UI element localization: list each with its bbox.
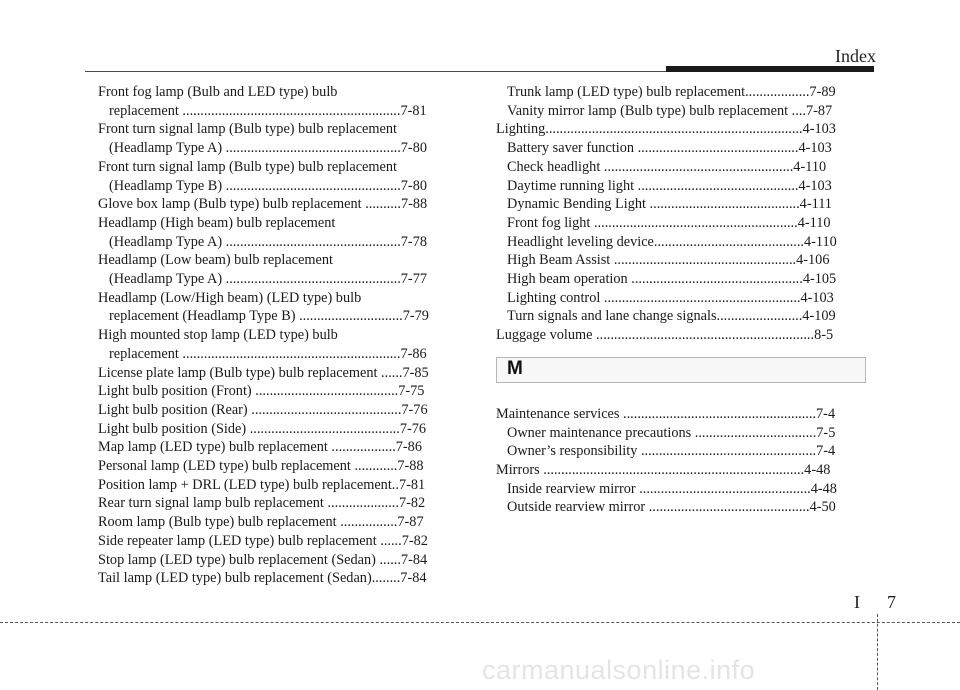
index-list-right-top	[496, 83, 866, 345]
index-entry: (Headlamp Type A) .................................................7-78	[109, 233, 427, 250]
index-entry: Position lamp + DRL (LED type) bulb replacement..7-81	[98, 476, 426, 493]
index-entry: Front turn signal lamp (Bulb type) bulb replacement	[98, 121, 397, 138]
index-entry: Check headlight .....................................................4-110	[507, 158, 827, 175]
index-entry: Light bulb position (Front) ........................................7-75	[98, 383, 425, 400]
index-entry: Trunk lamp (LED type) bulb replacement..................7-89	[507, 84, 836, 100]
index-entry: Turn signals and lane change signals........................4-109	[507, 308, 836, 325]
footer-section-letter: I	[854, 592, 860, 612]
index-entry: Headlamp (High beam) bulb replacement	[98, 214, 336, 231]
index-entry: (Headlamp Type B) .................................................7-80	[109, 177, 427, 194]
index-entry: (Headlamp Type A) .................................................7-80	[109, 140, 427, 157]
index-entry: Tail lamp (LED type) bulb replacement (Sedan)........7-84	[98, 570, 427, 587]
index-entry: Glove box lamp (Bulb type) bulb replacement ..........7-88	[98, 196, 428, 213]
index-column-left	[98, 83, 464, 588]
index-entry: Headlamp (Low beam) bulb replacement	[98, 252, 334, 269]
watermark-text: carmanualsonline.info	[482, 655, 756, 685]
header-accent-bar	[666, 66, 874, 72]
index-entry: Light bulb position (Side) ..........................................7-76	[98, 420, 427, 437]
index-entry: Owner maintenance precautions ..................................7-5	[507, 424, 836, 441]
index-entry: Front fog light .........................................................4-110	[507, 214, 831, 231]
index-entry: License plate lamp (Bulb type) bulb replacement ......7-85	[98, 364, 429, 381]
index-entry: Daytime running light .............................................4-103	[507, 177, 832, 194]
section-letter: M	[507, 358, 523, 380]
footer-dashed-divider	[877, 614, 878, 690]
index-entry: replacement .............................................................7-81	[109, 102, 427, 119]
footer-dashed-rule	[0, 622, 960, 623]
index-entry: Personal lamp (LED type) bulb replacement ............7-88	[98, 458, 424, 475]
index-entry: Side repeater lamp (LED type) bulb replacement ......7-82	[98, 532, 428, 549]
index-entry: High beam operation ................................................4-105	[507, 271, 837, 288]
index-entry: Lighting........................................................................4-103	[496, 121, 836, 138]
index-entry: (Headlamp Type A) .................................................7-77	[109, 271, 427, 288]
index-entry: Headlamp (Low/High beam) (LED type) bulb	[98, 289, 362, 306]
index-entry: Battery saver function .............................................4-103	[507, 140, 832, 157]
index-entry: Dynamic Bending Light ..........................................4-111	[507, 196, 832, 213]
index-entry: Rear turn signal lamp bulb replacement ....................7-82	[98, 495, 426, 512]
page-number: 7	[887, 592, 896, 612]
index-column-right	[496, 83, 866, 517]
index-list-right-bottom	[496, 405, 866, 517]
index-entry: Owner’s responsibility .................................................7-4	[507, 443, 836, 460]
index-entry: Room lamp (Bulb type) bulb replacement ................7-87	[98, 514, 424, 531]
index-entry: Inside rearview mirror ................................................4-48	[507, 480, 837, 497]
index-entry: Headlight leveling device..........................................4-110	[507, 233, 837, 250]
index-entry: Stop lamp (LED type) bulb replacement (Sedan) ......7-84	[98, 551, 428, 568]
index-entry: Luggage volume .............................................................8-5	[496, 327, 834, 344]
index-entry: High Beam Assist ...................................................4-106	[507, 252, 830, 269]
index-entry: Mirrors .........................................................................4-48	[496, 461, 831, 478]
index-entry: replacement .............................................................7-86	[109, 345, 427, 362]
index-entry: Front fog lamp (Bulb and LED type) bulb	[98, 84, 338, 100]
index-entry: Light bulb position (Rear) ..........................................7-76	[98, 401, 428, 418]
page-title: Index	[835, 46, 876, 66]
index-entry: replacement (Headlamp Type B) .............................7-79	[109, 308, 429, 325]
index-entry: High mounted stop lamp (LED type) bulb	[98, 327, 338, 344]
index-entry: Outside rearview mirror .............................................4-50	[507, 499, 836, 516]
index-entry: Vanity mirror lamp (Bulb type) bulb replacement ....7-87	[507, 102, 833, 119]
index-entry: Front turn signal lamp (Bulb type) bulb replacement	[98, 158, 397, 175]
index-entry: Map lamp (LED type) bulb replacement ..................7-86	[98, 439, 422, 456]
index-entry: Lighting control .......................................................4-103	[507, 289, 834, 306]
index-entry: Maintenance services ......................................................7-4	[496, 405, 836, 422]
section-header-m	[496, 357, 866, 383]
